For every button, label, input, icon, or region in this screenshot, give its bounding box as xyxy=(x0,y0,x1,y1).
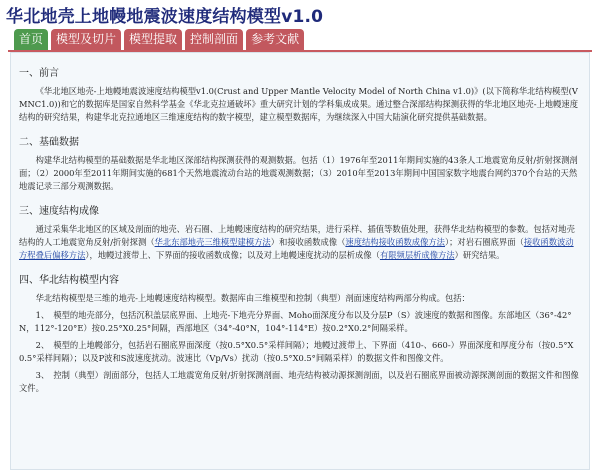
link-finite-frequency-tomography-method[interactable]: 有限频层析成像方法 xyxy=(379,250,455,260)
imaging-text-d: ），地幔过渡带上、下界面的接收函数成像；以及对上地幔速度扰动的层析成像（ xyxy=(85,250,380,260)
section-heading-imaging: 三、速度结构成像 xyxy=(19,206,99,217)
section-heading-basic-data: 二、基础数据 xyxy=(19,137,79,148)
link-wave-equation-migration-method[interactable]: 接收函数波动方程叠后偏移方法 xyxy=(19,237,574,260)
link-receiver-function-imaging-method[interactable]: 速度结构接收函数成像方法 xyxy=(345,237,445,247)
imaging-text-b: ）和接收函数成像（ xyxy=(270,237,346,247)
imaging-text-e: ）研究结果。 xyxy=(454,250,505,260)
basic-data-paragraph: 构建华北结构模型的基础数据是华北地区深部结构探测获得的观测数据。包括（1）1976年至2011年期间实施的43条人工地震宽角反射/折射探测剖面；（2）2000年至2011年期间实施的681个天然地震流动台站的地震观测数据；（3）2010年至2013年期间中国国家数字地震台网约370个台站的天然地震记录三部分观测数据。 xyxy=(19,155,578,191)
section-heading-intro: 一、前言 xyxy=(19,68,59,79)
intro-paragraph: 《华北地区地壳-上地幔地震波速度结构模型v1.0(Crust and Upper Mantle Velocity Model of North China v1.0)》(以下简称华北结构模型(VMNC1.0))和它的数据库是国家自然科学基金《华北克拉通破坏》重大研究计划的学科集成成果。通过整合深部结构探测获得的华北地区地壳-上地幔速度结构的研究结果，构建华北克拉通地区三维速度结构的数字模型，建立模型数据库，为继续深入中国大陆演化研究提供基础数据。 xyxy=(19,86,578,122)
model-content-item-3: 3、 控制（典型）剖面部分，包括人工地震宽角反射/折射探测剖面、地壳结构被动源探测剖面，以及岩石圈底界面被动源探测剖面的数据文件和图像文件。 xyxy=(19,370,579,393)
link-north-china-3d-crust-method[interactable]: 华北东部地壳三维模型建模方法 xyxy=(154,237,271,247)
imaging-text-c: ）；对岩石圈底界面（ xyxy=(444,237,524,247)
page-title: 华北地壳上地幔地震波速度结构模型v1.0 xyxy=(6,7,324,27)
content-panel xyxy=(10,52,590,470)
section-heading-model-content: 四、华北结构模型内容 xyxy=(19,275,119,286)
model-content-item-2: 2、 模型的上地幔部分，包括岩石圈底界面深度（按0.5°X0.5°采样间隔）；地幔过渡带上、下界面（410-、660-）界面深度和厚度分布（按0.5°X0.5°采样间隔）；以及P波和S波速度扰动。波速比（Vp/Vs）扰动（按0.5°X0.5°间隔采样）的数据文件和图像文件。 xyxy=(19,340,574,363)
tab-model-extract[interactable]: 模型提取 xyxy=(124,29,182,50)
tab-references[interactable]: 参考文献 xyxy=(246,29,304,50)
tab-control-profiles[interactable]: 控制剖面 xyxy=(185,29,243,50)
imaging-text-a: 通过采集华北地区的区域及剖面的地壳、岩石圈、上地幔速度结构的研究结果，进行采样、插值等数值处理，获得华北结构模型的参数。包括对地壳结构的人工地震宽角反射/折射探测（ xyxy=(19,224,575,247)
imaging-paragraph xyxy=(19,223,581,262)
tab-home[interactable]: 首页 xyxy=(14,29,48,50)
tab-model-slices[interactable]: 模型及切片 xyxy=(51,29,121,50)
model-content-paragraph: 华北结构模型是三维的地壳-上地幔速度结构模型。数据库由三维模型和控制（典型）剖面速度结构两部分构成。包括： xyxy=(35,293,470,303)
tab-bar xyxy=(14,29,304,50)
model-content-item-1: 1、 模型的地壳部分，包括沉积盖层底界面、上地壳-下地壳分界面、Moho面深度分布以及分层P（S）波速度的数据和图像。东部地区（36°-42°N，112°-120°E）按0.25°X0.25°间隔，西部地区（34°-40°N，104°-114°E）按0.2°X0.2°间隔采样。 xyxy=(19,310,572,333)
